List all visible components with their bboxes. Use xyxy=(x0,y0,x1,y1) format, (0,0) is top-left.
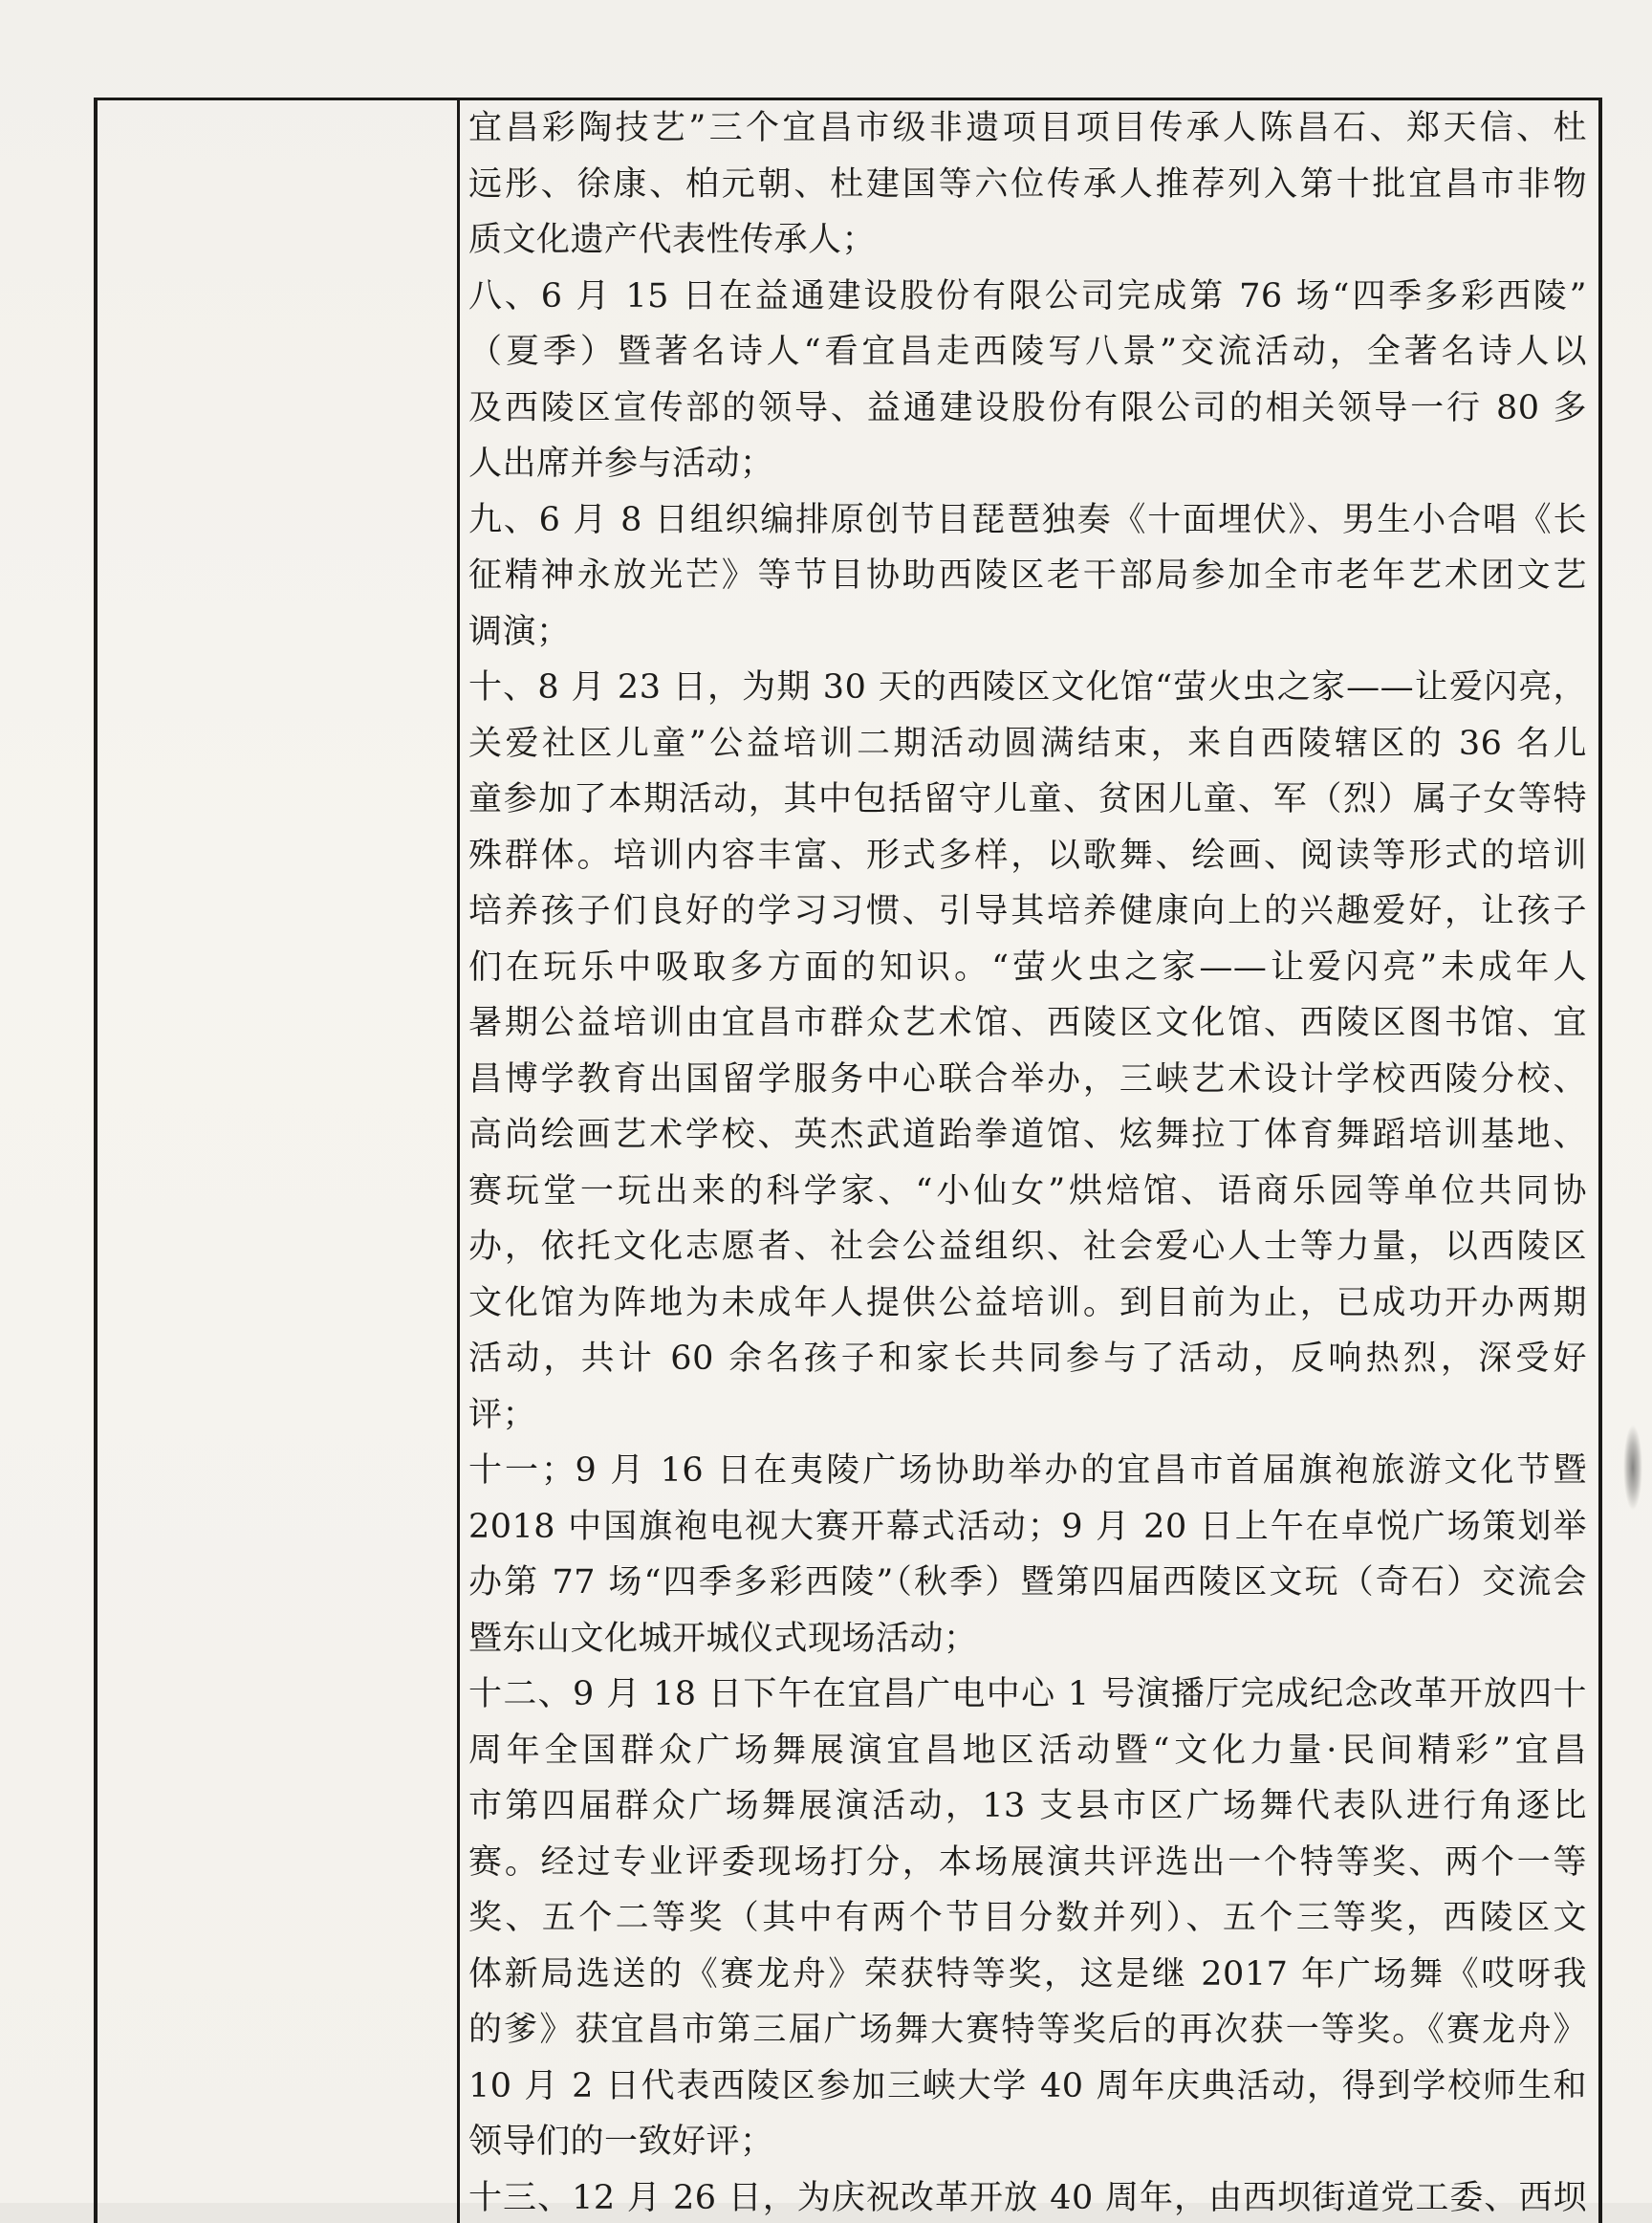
text-line: 领导们的一致好评； xyxy=(468,2114,1587,2170)
text-line: 暑期公益培训由宜昌市群众艺术馆、西陵区文化馆、西陵区图书馆、宜 xyxy=(468,995,1587,1052)
text-line: 昌博学教育出国留学服务中心联合举办，三峡艺术设计学校西陵分校、 xyxy=(468,1052,1587,1108)
text-line: 评； xyxy=(468,1387,1587,1444)
scan-smudge xyxy=(1623,1425,1642,1511)
text-line: 关爱社区儿童”公益培训二期活动圆满结束，来自西陵辖区的 36 名儿 xyxy=(468,716,1587,773)
text-line: 人出席并参与活动； xyxy=(468,436,1587,492)
text-line: 周年全国群众广场舞展演宜昌地区活动暨“文化力量·民间精彩”宜昌 xyxy=(468,1723,1587,1779)
text-line: 奖、五个二等奖（其中有两个节目分数并列）、五个三等奖，西陵区文 xyxy=(468,1890,1587,1947)
text-line: 赛玩堂一玩出来的科学家、“小仙女”烘焙馆、语商乐园等单位共同协 xyxy=(468,1164,1587,1220)
text-line: 十一；9 月 16 日在夷陵广场协助举办的宜昌市首届旗袍旅游文化节暨 xyxy=(468,1443,1587,1499)
text-line: 市第四届群众广场舞展演活动，13 支县市区广场舞代表队进行角逐比 xyxy=(468,1778,1587,1835)
text-line: 赛。经过专业评委现场打分，本场展演共评选出一个特等奖、两个一等 xyxy=(468,1835,1587,1891)
text-line: 暨东山文化城开城仪式现场活动； xyxy=(468,1611,1587,1667)
text-line: 殊群体。培训内容丰富、形式多样，以歌舞、绘画、阅读等形式的培训 xyxy=(468,828,1587,884)
text-line: 10 月 2 日代表西陵区参加三峡大学 40 周年庆典活动，得到学校师生和 xyxy=(468,2059,1587,2115)
text-line: 童参加了本期活动，其中包括留守儿童、贫困儿童、军（烈）属子女等特 xyxy=(468,772,1587,828)
text-line: 体新局选送的《赛龙舟》荣获特等奖，这是继 2017 年广场舞《哎呀我 xyxy=(468,1947,1587,2003)
content-cell xyxy=(468,100,1587,2223)
text-line: 远彤、徐康、柏元朝、杜建国等六位传承人推荐列入第十批宜昌市非物 xyxy=(468,157,1587,213)
text-line: 高尚绘画艺术学校、英杰武道跆拳道馆、炫舞拉丁体育舞蹈培训基地、 xyxy=(468,1107,1587,1164)
text-line: 文化馆为阵地为未成年人提供公益培训。到目前为止，已成功开办两期 xyxy=(468,1275,1587,1332)
text-line: 宜昌彩陶技艺”三个宜昌市级非遗项目项目传承人陈昌石、郑天信、杜 xyxy=(468,100,1587,157)
text-line: 征精神永放光芒》等节目协助西陵区老干部局参加全市老年艺术团文艺 xyxy=(468,548,1587,604)
text-line: 办第 77 场“四季多彩西陵”（秋季）暨第四届西陵区文玩（奇石）交流会 xyxy=(468,1555,1587,1611)
text-line: 质文化遗产代表性传承人； xyxy=(468,212,1587,269)
text-line: 2018 中国旗袍电视大赛开幕式活动；9 月 20 日上午在卓悦广场策划举 xyxy=(468,1499,1587,1556)
text-line: 十、8 月 23 日，为期 30 天的西陵区文化馆“萤火虫之家——让爱闪亮， xyxy=(468,660,1587,716)
text-line: 办，依托文化志愿者、社会公益组织、社会爱心人士等力量，以西陵区 xyxy=(468,1219,1587,1275)
text-line: 的爹》获宜昌市第三届广场舞大赛特等奖后的再次获一等奖。《赛龙舟》 xyxy=(468,2002,1587,2059)
text-line: 们在玩乐中吸取多方面的知识。“萤火虫之家——让爱闪亮”未成年人 xyxy=(468,940,1587,996)
text-line: 活动，共计 60 余名孩子和家长共同参与了活动，反响热烈，深受好 xyxy=(468,1331,1587,1387)
table-frame xyxy=(94,98,1602,2223)
column-divider xyxy=(457,100,460,2223)
text-line: 十三、12 月 26 日，为庆祝改革开放 40 周年，由西坝街道党工委、西坝 xyxy=(468,2170,1587,2223)
text-line: 培养孩子们良好的学习习惯、引导其培养健康向上的兴趣爱好，让孩子 xyxy=(468,883,1587,940)
text-line: 九、6 月 8 日组织编排原创节目琵琶独奏《十面埋伏》、男生小合唱《长 xyxy=(468,492,1587,549)
text-line: 及西陵区宣传部的领导、益通建设股份有限公司的相关领导一行 80 多 xyxy=(468,381,1587,437)
text-line: （夏季）暨著名诗人“看宜昌走西陵写八景”交流活动，全著名诗人以 xyxy=(468,324,1587,381)
text-line: 八、6 月 15 日在益通建设股份有限公司完成第 76 场“四季多彩西陵” xyxy=(468,269,1587,325)
text-line: 调演； xyxy=(468,604,1587,661)
left-column-cell xyxy=(98,100,457,2223)
text-line: 十二、9 月 18 日下午在宜昌广电中心 1 号演播厅完成纪念改革开放四十 xyxy=(468,1667,1587,1723)
